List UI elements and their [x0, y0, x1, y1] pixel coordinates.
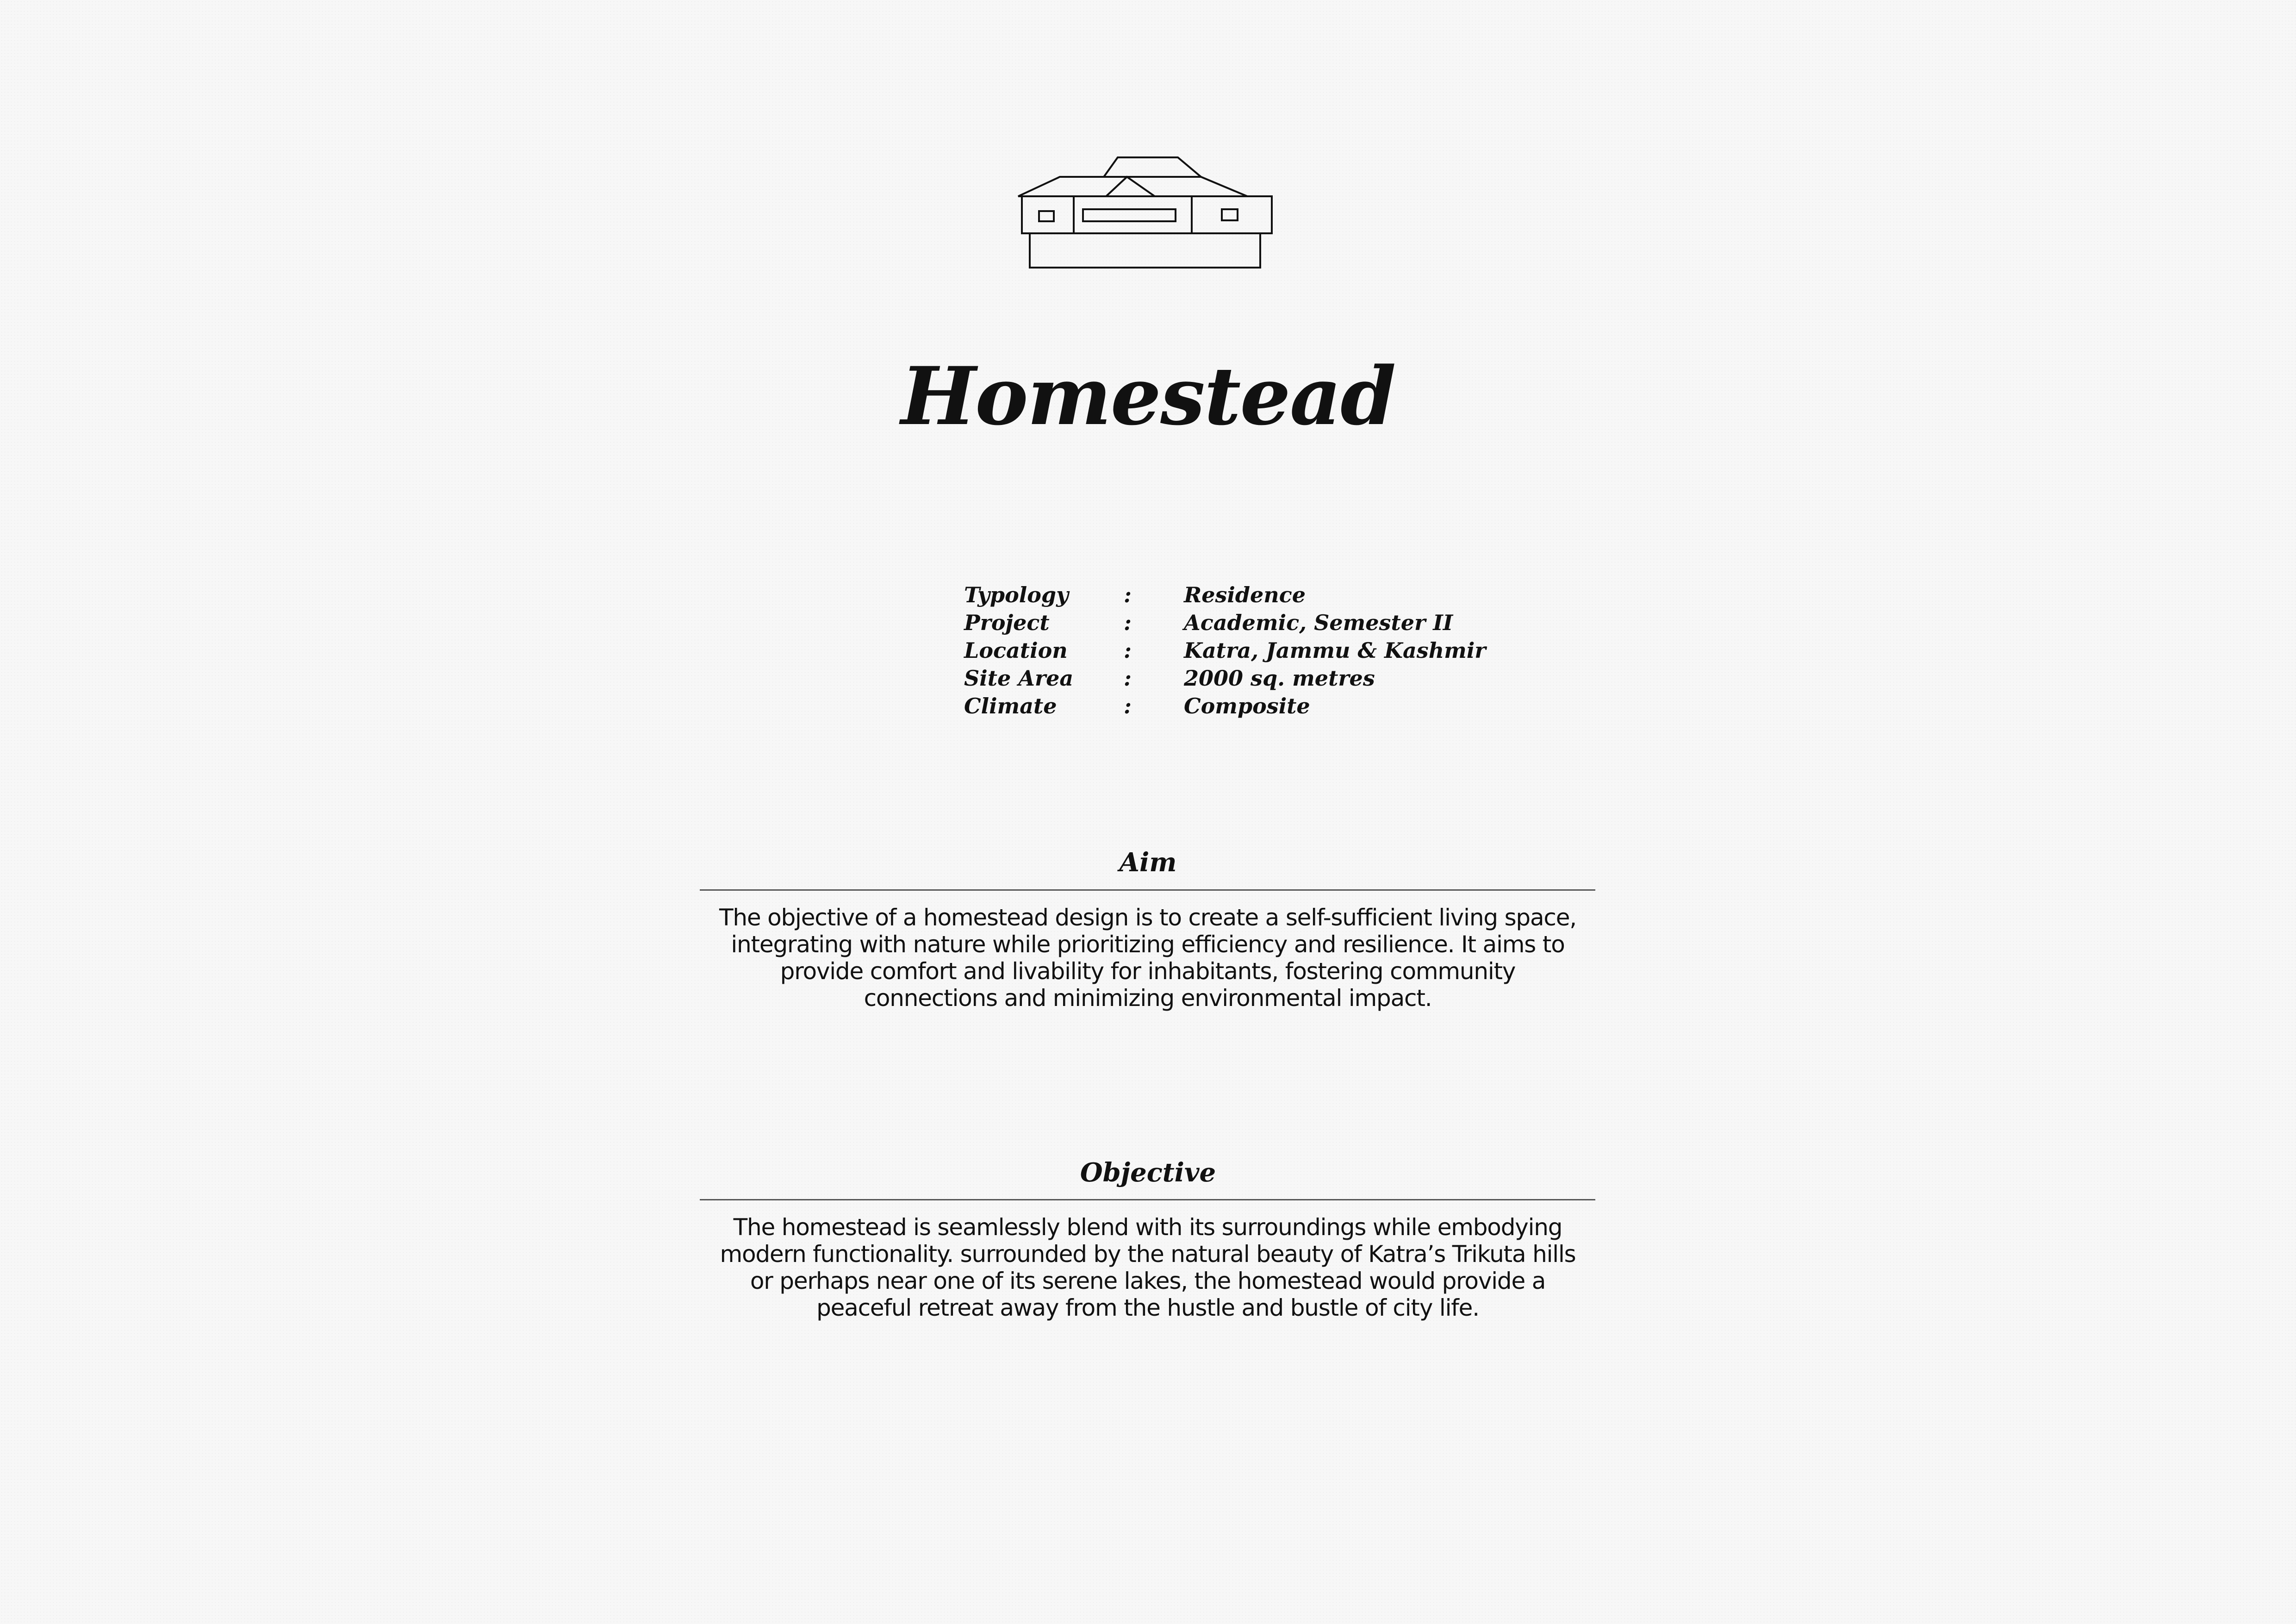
objective-line: modern functionality. surrounded by the natural beauty of Katra’s Trikuta hills — [720, 1241, 1576, 1268]
aim-line: connections and minimizing environmental impact. — [864, 985, 1432, 1012]
spec-value: Academic, Semester II — [1184, 610, 1453, 635]
objective-line: The homestead is seamlessly blend with its surroundings while embodying — [733, 1214, 1562, 1241]
objective-line: peaceful retreat away from the hustle and bustle of city life. — [816, 1294, 1479, 1321]
spec-label: Site Area — [964, 666, 1074, 691]
spec-separator: : — [1124, 638, 1132, 663]
spec-value: Composite — [1184, 693, 1310, 718]
aim-paragraph — [697, 904, 1599, 1012]
aim-line: integrating with nature while prioritizing efficiency and resilience. It aims to — [731, 931, 1565, 958]
objective-line: or perhaps near one of its serene lakes, the homestead would provide a — [750, 1268, 1546, 1294]
objective-heading: Objective — [1080, 1157, 1216, 1188]
spec-value: Residence — [1184, 582, 1306, 607]
spec-label: Project — [964, 610, 1050, 635]
spec-separator: : — [1124, 693, 1132, 718]
spec-separator: : — [1124, 582, 1132, 607]
spec-label: Location — [964, 638, 1068, 663]
objective-paragraph — [697, 1214, 1599, 1321]
aim-line: provide comfort and livability for inhabitants, fostering community — [780, 958, 1516, 985]
spec-label: Typology — [964, 582, 1069, 607]
spec-separator: : — [1124, 610, 1132, 635]
spec-value: 2000 sq. metres — [1184, 666, 1375, 691]
aim-line: The objective of a homestead design is to create a self-sufficient living space, — [719, 904, 1576, 931]
spec-label: Climate — [964, 693, 1057, 718]
spec-separator: : — [1124, 666, 1132, 691]
spec-value: Katra, Jammu & Kashmir — [1184, 638, 1486, 663]
aim-heading: Aim — [1119, 847, 1177, 878]
aim-divider — [700, 889, 1595, 891]
house-icon — [1014, 153, 1282, 273]
objective-divider — [700, 1199, 1595, 1200]
page-title: Homestead — [901, 349, 1395, 443]
